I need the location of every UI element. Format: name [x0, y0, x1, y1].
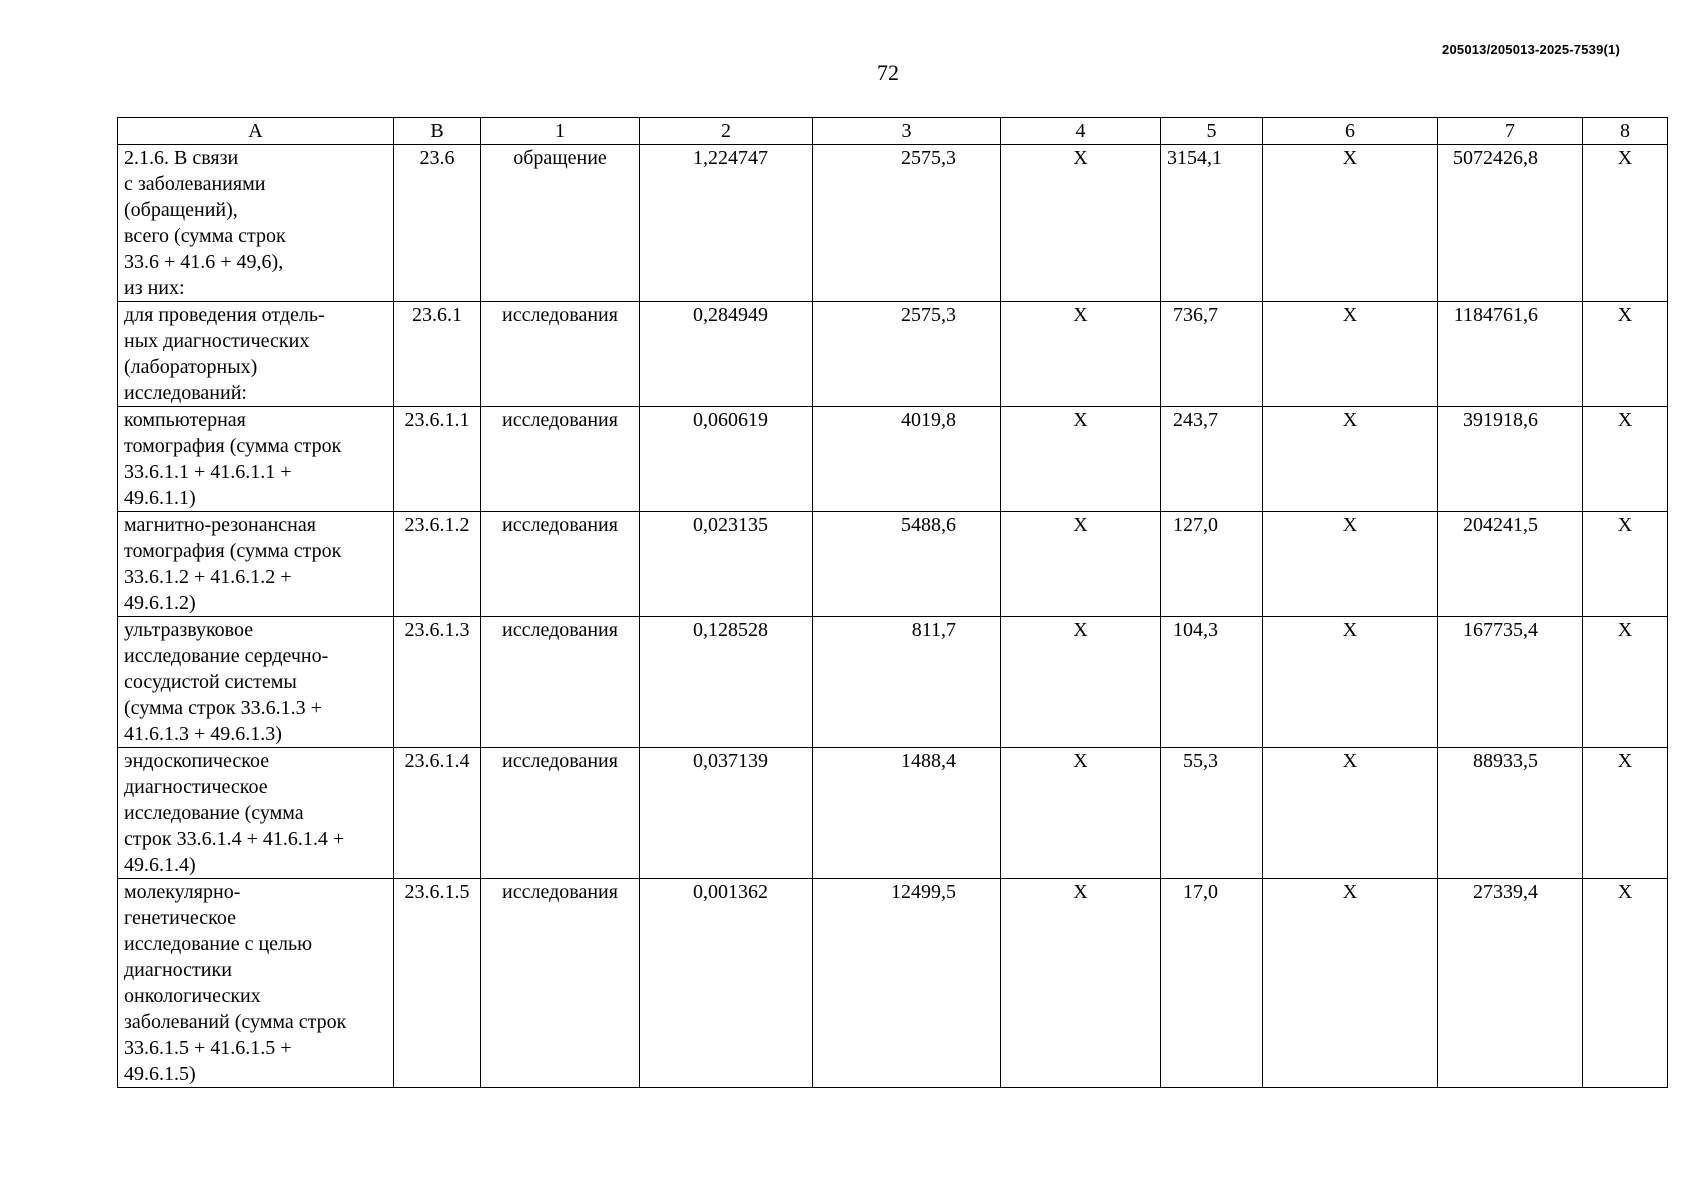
- row-col-7: 1184761,6: [1438, 302, 1583, 407]
- row-col-8: X: [1583, 748, 1668, 879]
- row-code: 23.6.1.5: [394, 879, 481, 1088]
- row-code: 23.6.1.1: [394, 407, 481, 512]
- row-col-2: 0,001362: [640, 879, 813, 1088]
- row-code: 23.6.1.2: [394, 512, 481, 617]
- column-header: 2: [640, 118, 813, 145]
- row-col-7: 204241,5: [1438, 512, 1583, 617]
- row-description: молекулярно- генетическое исследование с целью диагностики онкологических заболеваний (сумма строк 33.6.1.5 + 41.6.1.5 + 49.6.1.5): [118, 879, 394, 1088]
- row-col-6: X: [1263, 512, 1438, 617]
- row-col-3: 2575,3: [813, 302, 1001, 407]
- row-description: эндоскопическое диагностическое исследование (сумма строк 33.6.1.4 + 41.6.1.4 + 49.6.1.4): [118, 748, 394, 879]
- table-row: [118, 617, 1668, 748]
- row-col-6: X: [1263, 407, 1438, 512]
- row-col-3: 811,7: [813, 617, 1001, 748]
- row-col-4: X: [1001, 748, 1161, 879]
- row-col-4: X: [1001, 617, 1161, 748]
- row-col-3: 4019,8: [813, 407, 1001, 512]
- row-col-5: 3154,1: [1161, 145, 1263, 302]
- row-col-8: X: [1583, 302, 1668, 407]
- row-col-3: 2575,3: [813, 145, 1001, 302]
- column-header: 5: [1161, 118, 1263, 145]
- column-header: 4: [1001, 118, 1161, 145]
- row-col-2: 0,023135: [640, 512, 813, 617]
- row-col-5: 127,0: [1161, 512, 1263, 617]
- row-col-7: 27339,4: [1438, 879, 1583, 1088]
- row-col-8: X: [1583, 145, 1668, 302]
- row-unit: исследования: [481, 879, 640, 1088]
- row-unit: исследования: [481, 617, 640, 748]
- table-row: [118, 407, 1668, 512]
- column-header: 3: [813, 118, 1001, 145]
- row-col-7: 167735,4: [1438, 617, 1583, 748]
- row-col-6: X: [1263, 145, 1438, 302]
- row-col-4: X: [1001, 302, 1161, 407]
- row-col-7: 5072426,8: [1438, 145, 1583, 302]
- data-table: [117, 117, 1668, 1088]
- table-row: [118, 748, 1668, 879]
- row-col-4: X: [1001, 145, 1161, 302]
- row-col-8: X: [1583, 407, 1668, 512]
- row-description: для проведения отдель- ных диагностических (лабораторных) исследований:: [118, 302, 394, 407]
- row-col-3: 1488,4: [813, 748, 1001, 879]
- table-row: [118, 145, 1668, 302]
- row-col-8: X: [1583, 512, 1668, 617]
- row-col-2: 0,128528: [640, 617, 813, 748]
- row-col-2: 0,060619: [640, 407, 813, 512]
- row-col-8: X: [1583, 879, 1668, 1088]
- row-col-8: X: [1583, 617, 1668, 748]
- column-header: 8: [1583, 118, 1668, 145]
- row-unit: исследования: [481, 748, 640, 879]
- row-description: компьютерная томография (сумма строк 33.6.1.1 + 41.6.1.1 + 49.6.1.1): [118, 407, 394, 512]
- row-description: 2.1.6. В связи с заболеваниями (обращений), всего (сумма строк 33.6 + 41.6 + 49,6), из них:: [118, 145, 394, 302]
- row-col-5: 736,7: [1161, 302, 1263, 407]
- row-col-3: 5488,6: [813, 512, 1001, 617]
- page-number: 72: [877, 60, 899, 85]
- table-body: [118, 145, 1668, 1088]
- row-code: 23.6.1.4: [394, 748, 481, 879]
- column-header: 1: [481, 118, 640, 145]
- row-col-2: 0,284949: [640, 302, 813, 407]
- table-header-row: [118, 118, 1668, 145]
- column-header: 7: [1438, 118, 1583, 145]
- row-col-2: 0,037139: [640, 748, 813, 879]
- row-unit: исследования: [481, 302, 640, 407]
- row-code: 23.6: [394, 145, 481, 302]
- row-col-6: X: [1263, 617, 1438, 748]
- row-col-6: X: [1263, 879, 1438, 1088]
- row-code: 23.6.1.3: [394, 617, 481, 748]
- column-header: 6: [1263, 118, 1438, 145]
- column-header: B: [394, 118, 481, 145]
- document-id: 205013/205013-2025-7539(1): [1442, 42, 1620, 57]
- table-row: [118, 302, 1668, 407]
- column-header: A: [118, 118, 394, 145]
- row-col-4: X: [1001, 512, 1161, 617]
- row-col-6: X: [1263, 302, 1438, 407]
- row-col-2: 1,224747: [640, 145, 813, 302]
- row-col-6: X: [1263, 748, 1438, 879]
- row-col-7: 88933,5: [1438, 748, 1583, 879]
- row-col-5: 243,7: [1161, 407, 1263, 512]
- table-row: [118, 879, 1668, 1088]
- row-col-7: 391918,6: [1438, 407, 1583, 512]
- row-unit: исследования: [481, 512, 640, 617]
- row-col-3: 12499,5: [813, 879, 1001, 1088]
- row-description: магнитно-резонансная томография (сумма строк 33.6.1.2 + 41.6.1.2 + 49.6.1.2): [118, 512, 394, 617]
- row-code: 23.6.1: [394, 302, 481, 407]
- row-col-4: X: [1001, 879, 1161, 1088]
- table-row: [118, 512, 1668, 617]
- row-col-5: 55,3: [1161, 748, 1263, 879]
- row-unit: исследования: [481, 407, 640, 512]
- row-col-4: X: [1001, 407, 1161, 512]
- row-col-5: 17,0: [1161, 879, 1263, 1088]
- row-col-5: 104,3: [1161, 617, 1263, 748]
- row-description: ультразвуковое исследование сердечно- сосудистой системы (сумма строк 33.6.1.3 + 41.6.1.3 + 49.6.1.3): [118, 617, 394, 748]
- row-unit: обращение: [481, 145, 640, 302]
